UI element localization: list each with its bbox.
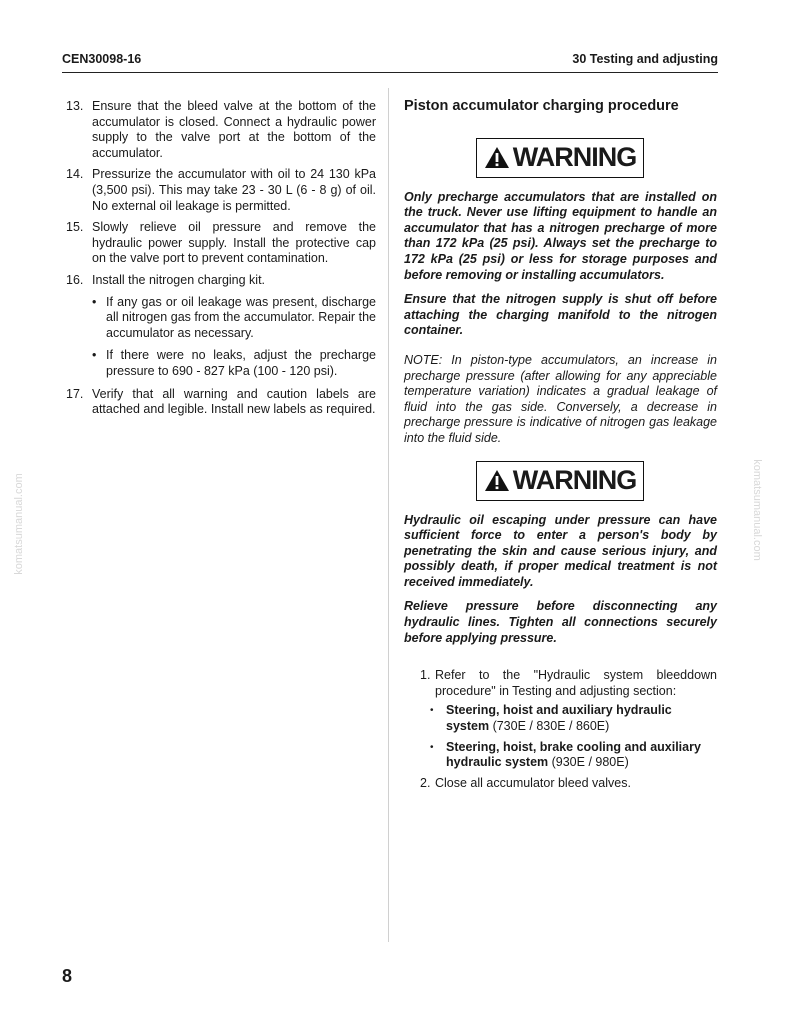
procedure-steps — [404, 668, 717, 791]
warning-text: Ensure that the nitrogen supply is shut off before attaching the charging manifold to the nitrogen container. — [404, 292, 717, 338]
warning-text: Only precharge accumulators that are installed on the truck. Never use lifting equipment to handle an accumulator that has a nitrogen precharge of more than 172 kPa (25 psi). Always set the precharge to 172 kPa (25 psi) or less for storage purposes and before removing or installing accumulators. — [404, 189, 717, 282]
watermark-right: komatsumanual.com — [750, 459, 763, 561]
section-name: 30 Testing and adjusting — [572, 52, 718, 66]
warning-word: WARNING — [512, 142, 637, 173]
note-paragraph: NOTE: In piston-type accumulators, an increase in precharge pressure (after allowing for any appreciable temperature variation) indicates a gradual leakage of fluid into the gas side. Conversely, a decrease in precharge pressure is indicative of nitrogen gas leakage into the fluid side. — [404, 352, 717, 445]
procedure-substep: • Steering, hoist and auxiliary hydraulic system (730E / 830E / 860E) — [430, 703, 672, 734]
bullet-icon: • — [92, 348, 97, 363]
step-13: 13. Ensure that the bleed valve at the bottom of the accumulator is closed. Connect a hydraulic power supply to the valve port at the bottom of the accumulator. — [66, 99, 376, 160]
bullet-icon: • — [430, 705, 434, 717]
left-column — [66, 99, 376, 424]
column-divider — [388, 88, 389, 942]
right-column — [404, 99, 717, 795]
header-rule — [62, 72, 718, 73]
bullet-icon: • — [430, 741, 434, 753]
page-number: 8 — [62, 966, 73, 986]
step-16: 16. Install the nitrogen charging kit. — [66, 272, 266, 287]
bullet-icon: • — [92, 294, 97, 309]
section-title: Piston accumulator charging procedure — [404, 98, 679, 114]
procedure-step-2: 2. Close all accumulator bleed valves. — [420, 775, 631, 790]
warning-label — [476, 138, 644, 178]
document-code: CEN30098-16 — [62, 52, 142, 66]
procedure-substep: • Steering, hoist, brake cooling and auxiliary hydraulic system (930E / 980E) — [430, 739, 701, 770]
step-15: 15. Slowly relieve oil pressure and remove the hydraulic power supply. Install the protective cap on the valve port to prevent contamination. — [66, 220, 376, 266]
page-header — [62, 52, 718, 72]
watermark-left: komatsumanual.com — [12, 473, 25, 575]
warning-label — [476, 461, 644, 501]
warning-triangle-icon — [484, 146, 510, 169]
warning-word: WARNING — [512, 465, 637, 495]
warning-text: Relieve pressure before disconnecting any hydraulic lines. Tighten all connections securely before applying pressure. — [404, 599, 717, 645]
warning-text: Hydraulic oil escaping under pressure can have sufficient force to enter a person's body by penetrating the skin and cause serious injury, and possibly death, if proper medical treatment is not received immediately. — [404, 512, 717, 589]
step-16-bullet: • If any gas or oil leakage was present, discharge all nitrogen gas from the accumulator. Repair the accumulator as necessary. — [92, 294, 376, 340]
warning-triangle-icon — [484, 469, 510, 492]
procedure-step-1: 1. Refer to the "Hydraulic system bleeddown procedure" in Testing and adjusting section: — [420, 668, 717, 698]
step-14: 14. Pressurize the accumulator with oil to 24 130 kPa (3,500 psi). This may take 23 - 30 L (6 - 8 g) of oil. No external oil leakage is permitted. — [66, 167, 376, 213]
step-16-bullet: • If there were no leaks, adjust the precharge pressure to 690 - 827 kPa (100 - 120 psi). — [92, 348, 376, 378]
step-17: 17. Verify that all warning and caution labels are attached and legible. Install new labels as required. — [66, 386, 376, 417]
